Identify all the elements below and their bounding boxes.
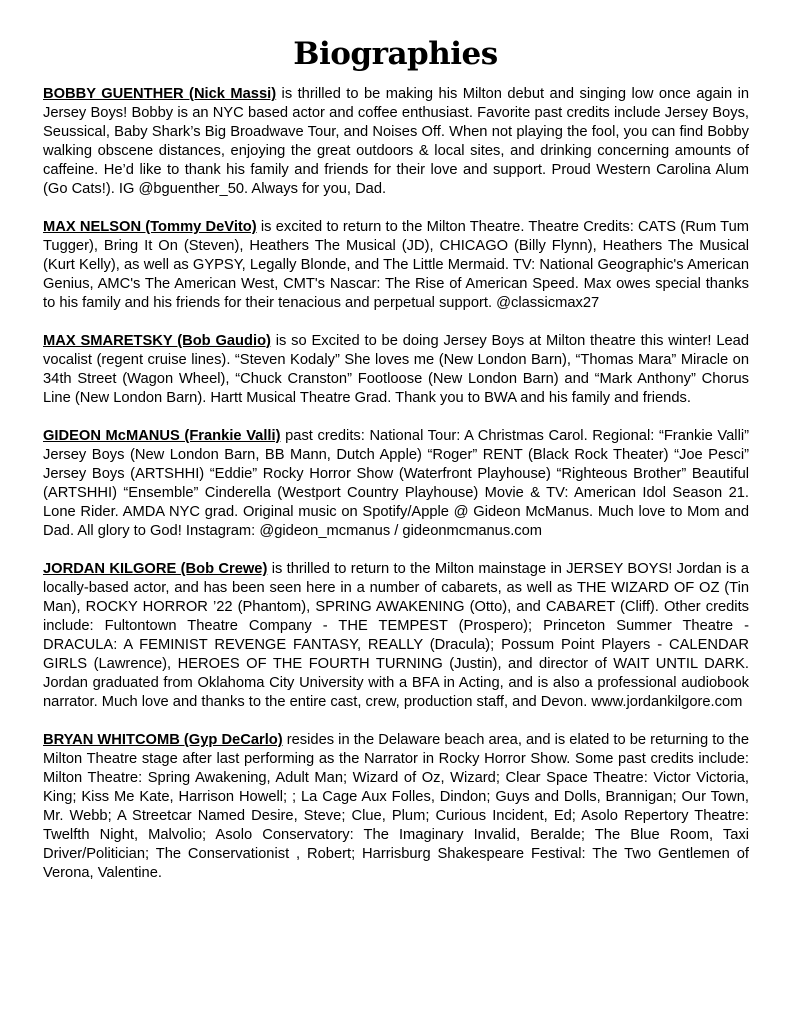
bio-entry-bobby-guenther [43, 85, 749, 199]
bio-name: MAX NELSON (Tommy DeVito) [43, 219, 257, 235]
bio-entry-max-smaretsky [43, 332, 749, 408]
bio-entry-bryan-whitcomb [43, 731, 749, 883]
bio-name: MAX SMARETSKY (Bob Gaudio) [43, 333, 271, 349]
bio-entry-jordan-kilgore [43, 560, 749, 712]
bio-entry-max-nelson [43, 218, 749, 313]
bio-name: BOBBY GUENTHER (Nick Massi) [43, 86, 277, 102]
bio-name: BRYAN WHITCOMB (Gyp DeCarlo) [43, 732, 283, 748]
bio-name: GIDEON McMANUS (Frankie Valli) [43, 428, 281, 444]
page-title: Biographies [293, 36, 498, 72]
bio-text: is thrilled to return to the Milton mainstage in JERSEY BOYS! Jordan is a locally-based actor, and has been seen here in a number of cabarets, as well as THE WIZARD OF OZ (Tin Man), ROCKY HORROR ’22 (Phantom), SPRING AWAKENING (Otto), and CABARET (Cliff). Other credits include: Fultontown Theatre Company - THE TEMPEST (Prospero); Princeton Summer Theatre - DRACULA: A FEMINIST REVENGE FANTASY, REALLY (Dracula); Possum Point Players - CALENDAR GIRLS (Lawrence), HEROES OF THE FOURTH TURNING (Justin), and director of WAIT UNTIL DARK. Jordan graduated from Oklahoma City University with a BFA in Acting, and is also a professional audiobook narrator. Much love and thanks to the entire cast, crew, production staff, and Devon. www.jordankilgore.com [43, 561, 749, 710]
bio-entry-gideon-mcmanus [43, 427, 749, 541]
bio-text: resides in the Delaware beach area, and is elated to be returning to the Milton Theatre stage after last performing as the Narrator in Rocky Horror Show. Some past credits include: Milton Theatre: Spring Awakening, Adult Man; Wizard of Oz, Wizard; Clear Space Theatre: Victor Victoria, King; Kiss Me Kate, Harrison Howell; ; La Cage Aux Folles, Dindon; Guys and Dolls, Brannigan; Our Town, Mr. Webb; A Streetcar Named Desire, Steve; Clue, Plum; Curious Incident, Ed; Asolo Repertory Theatre: Twelfth Night, Malvolio; Asolo Conservatory: The Imaginary Invalid, Beralde; The Blue Room, Taxi Driver/Politician; The Conservationist , Robert; Harrisburg Shakespeare Festival: The Two Gentlemen of Verona, Valentine. [43, 732, 749, 881]
bio-text: is thrilled to be making his Milton debut and singing low once again in Jersey Boys! Bobby is an NYC based actor and coffee enthusiast. Favorite past credits include Jersey Boys, Seussical, Baby Shark’s Big Broadwave Tour, and Noises Off. When not playing the fool, you can find Bobby walking obscene distances, enjoying the great outdoors & local sites, and drinking concerning amounts of caffeine. He’d like to thank his family and friends for their love and support. Proud Western Carolina Alum (Go Cats!). IG @bguenther_50. Always for you, Dad. [43, 86, 750, 197]
bio-list [43, 85, 749, 902]
bio-text: past credits: National Tour: A Christmas Carol. Regional: “Frankie Valli” Jersey Boys (New London Barn, BB Mann, Dutch Apple) “Roger” RENT (Black Rock Theater) “Joe Pesci” Jersey Boys (ARTSHHI) “Eddie” Rocky Horror Show (Waterfront Playhouse) “Righteous Brother” Beautiful (ARTSHHI) “Ensemble” Cinderella (Westport Country Playhouse) Movie & TV: American Idol Season 21. Lone Rider. AMDA NYC grad. Original music on Spotify/Apple @ Gideon McManus. Much love to Mom and Dad. All glory to God! Instagram: @gideon_mcmanus / gideonmcmanus.com [43, 428, 749, 539]
bio-text: is excited to return to the Milton Theatre. Theatre Credits: CATS (Rum Tum Tugger), Bring It On (Steven), Heathers The Musical (JD), CHICAGO (Billy Flynn), Heathers The Musical (Kurt Kelly), as well as GYPSY, Legally Blonde, and The Little Mermaid. TV: National Geographic's American Genius, AMC's The American West, CMT's Nascar: The Rise of American Speed. Max owes special thanks to his family and his friends for their tenacious and perpetual support. @classicmax27 [43, 219, 749, 311]
bio-text: is so Excited to be doing Jersey Boys at Milton theatre this winter! Lead vocalist (regent cruise lines). “Steven Kodaly” She loves me (New London Barn), “Thomas Mara” Miracle on 34th Street (Wagon Wheel), “Chuck Cranston” Footloose (New London Barn) and “Mark Anthony” Chorus Line (New London Barn). Hartt Musical Theatre Grad. Thank you to BWA and his family and friends. [43, 333, 749, 406]
bio-name: JORDAN KILGORE (Bob Crewe) [43, 561, 268, 577]
